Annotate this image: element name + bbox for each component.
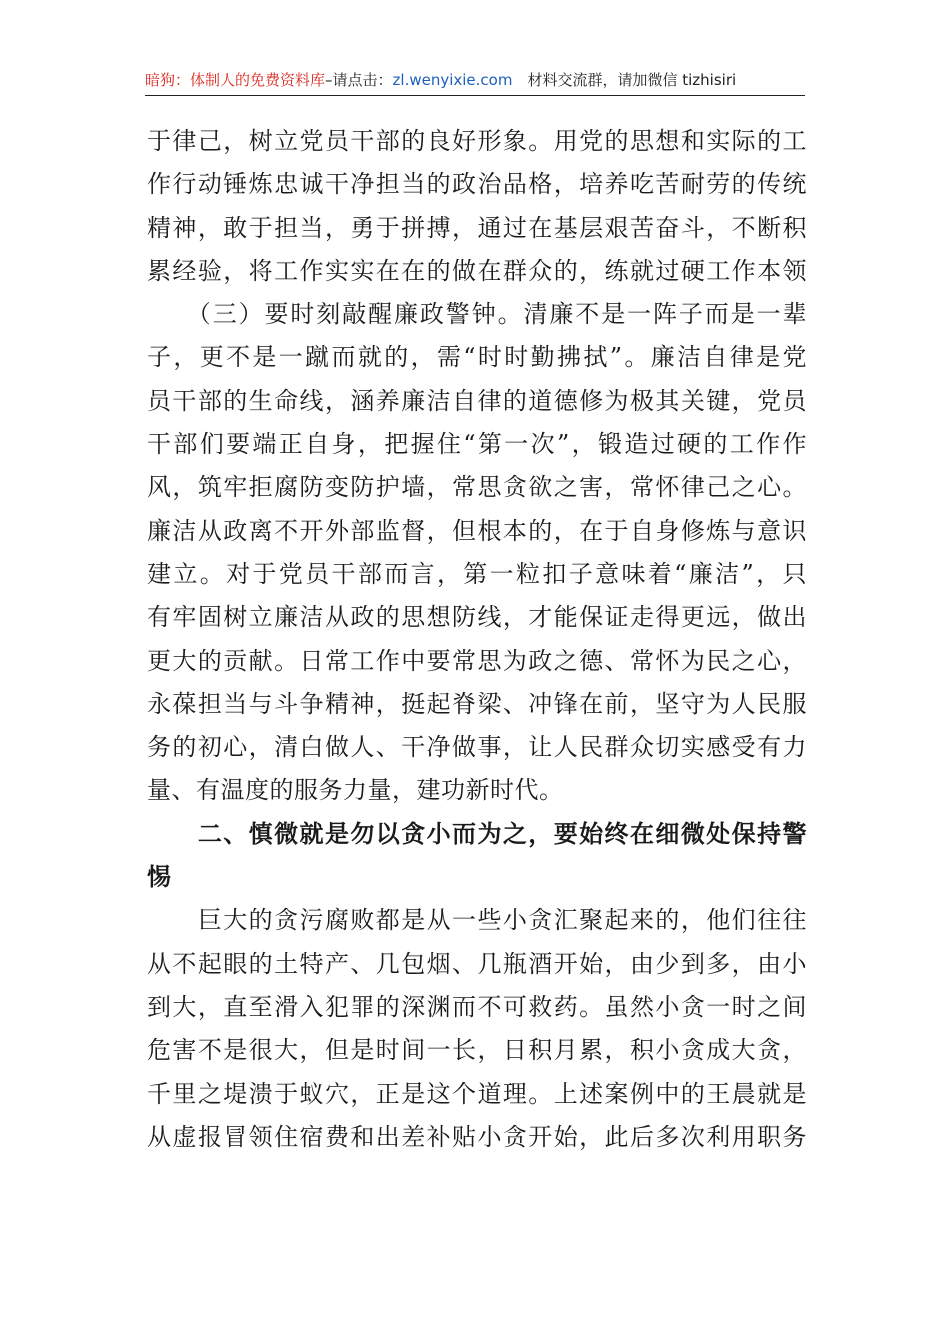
paragraph-line: 千里之堤溃于蚁穴，正是这个道理。上述案例中的王晨就是 [147, 1079, 807, 1108]
paragraph-line: 危害不是很大，但是时间一长，日积月累，积小贪成大贪， [147, 1036, 807, 1065]
section-heading-line: 惕 [147, 863, 172, 892]
paragraph-line: 精神，敢于担当，勇于拼搏，通过在基层艰苦奋斗，不断积 [147, 213, 807, 242]
header-brand: 暗狗：体制人的免费资料库 [145, 71, 326, 89]
section-heading-line: 二、慎微就是勿以贪小而为之，要始终在细微处保持警 [147, 819, 807, 848]
page-header [145, 66, 805, 94]
paragraph-line: 务的初心，清白做人、干净做事，让人民群众切实感受有力 [147, 733, 807, 762]
paragraph-line: 干部们要端正自身，把握住“第一次”，锻造过硬的工作作 [147, 430, 807, 459]
paragraph-line: 巨大的贪污腐败都是从一些小贪汇聚起来的，他们往往 [147, 906, 807, 935]
header-divider [145, 95, 805, 96]
paragraph-line: 永葆担当与斗争精神，挺起脊梁、冲锋在前，坚守为人民服 [147, 689, 807, 718]
header-url-link[interactable]: zl.wenyixie.com [392, 71, 513, 89]
header-contact [512, 71, 527, 89]
paragraph-line: 建立。对于党员干部而言，第一粒扣子意味着“廉洁”，只 [147, 559, 807, 588]
paragraph-line: 作行动锤炼忠诚干净担当的政治品格，培养吃苦耐劳的传统 [147, 170, 807, 199]
paragraph-line: （三）要时刻敲醒廉政警钟。清廉不是一阵子而是一辈 [147, 300, 807, 329]
paragraph-line: 到大，直至滑入犯罪的深渊而不可救药。虽然小贪一时之间 [147, 992, 807, 1021]
paragraph-line: 从不起眼的土特产、几包烟、几瓶酒开始，由少到多，由小 [147, 949, 807, 978]
document-body [147, 120, 807, 1159]
paragraph-line: 子，更不是一蹴而就的，需“时时勤拂拭”。廉洁自律是党 [147, 343, 807, 372]
paragraph-line: 风，筑牢拒腐防变防护墙，常思贪欲之害，常怀律己之心。 [147, 473, 807, 502]
paragraph-line: 量、有温度的服务力量，建功新时代。 [147, 776, 564, 805]
paragraph-line: 累经验，将工作实实在在的做在群众的，练就过硬工作本领 [147, 256, 807, 285]
paragraph-line: 于律己，树立党员干部的良好形象。用党的思想和实际的工 [147, 127, 807, 155]
paragraph-line: 更大的贡献。日常工作中要常思为政之德、常怀为民之心， [147, 646, 807, 675]
header-contact-text: 材料交流群，请加微信 tizhisiri [527, 71, 737, 89]
paragraph-line: 从虚报冒领住宿费和出差补贴小贪开始，此后多次利用职务 [147, 1122, 807, 1151]
header-prompt: –请点击： [325, 71, 393, 89]
paragraph-line: 廉洁从政离不开外部监督，但根本的，在于自身修炼与意识 [147, 516, 807, 545]
paragraph-line: 员干部的生命线，涵养廉洁自律的道德修为极其关键，党员 [147, 386, 807, 415]
paragraph-line: 有牢固树立廉洁从政的思想防线，才能保证走得更远，做出 [147, 603, 807, 632]
